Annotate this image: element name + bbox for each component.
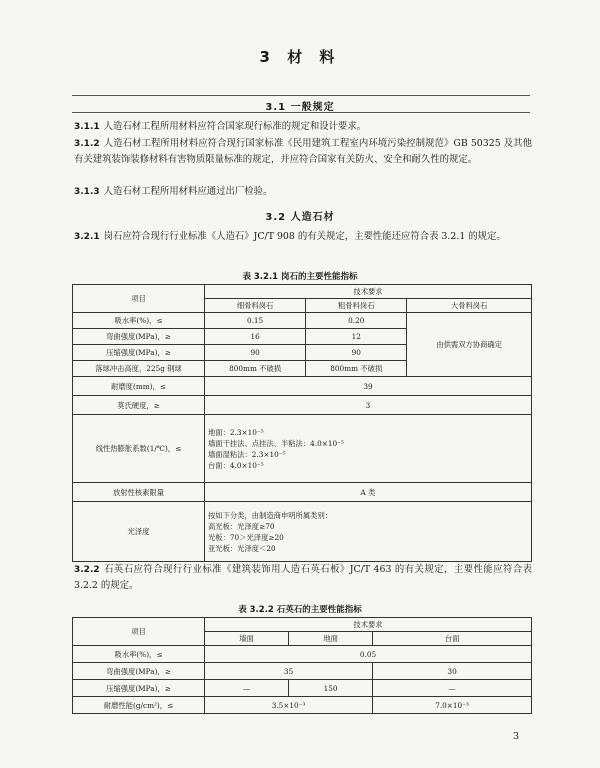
gloss-line: 高光板：光泽度≥70 (208, 521, 275, 531)
expansion-line: 墙面干挂法、点挂法、半粘法：4.0×10⁻⁵ (208, 438, 344, 448)
table-header-large: 大骨料岗石 (407, 299, 532, 313)
cell-floor: 150 (289, 680, 373, 697)
table-row (73, 377, 532, 396)
rule-bottom (72, 112, 530, 113)
table-header-tech-req: 技术要求 (205, 285, 532, 299)
expansion-line: 墙面湿粘法：2.3×10⁻⁵ (208, 449, 286, 459)
row-label: 落球冲击高度，225g 钢球 (73, 361, 205, 377)
cell-value: 3 (205, 396, 532, 415)
table-3-2-1 (72, 284, 532, 562)
expansion-line: 地面：2.3×10⁻⁵ (208, 427, 264, 437)
cell-gloss-list (205, 502, 532, 562)
expansion-line: 台面：4.0×10⁻⁵ (208, 460, 264, 470)
cell-fine: 0.15 (205, 313, 306, 329)
cell-counter: 7.0×10⁻³ (373, 697, 532, 714)
row-label: 压缩强度(MPa)，≥ (73, 680, 205, 697)
table-3-2-2 (72, 617, 532, 714)
row-label: 光泽度 (73, 502, 205, 562)
cell-fine: 800mm 不破损 (205, 361, 306, 377)
row-label: 压缩强度(MPa)，≥ (73, 345, 205, 361)
clause-number: 3.1.2 (74, 139, 100, 149)
rule-top (72, 95, 530, 96)
row-label: 吸水率(%)，≤ (73, 646, 205, 663)
table-header-wall: 墙面 (205, 632, 289, 646)
clause-text: 岗石应符合现行行业标准《人造石》JC/T 908 的有关规定，主要性能还应符合表 3.2.1 的规定。 (103, 231, 506, 242)
row-label: 耐磨性能(g/cm²)，≤ (73, 697, 205, 714)
cell-value: 39 (205, 377, 532, 396)
table-3-2-2-caption: 表 3.2.2 石英石的主要性能指标 (238, 605, 362, 615)
cell-expansion-list (205, 415, 532, 483)
table-row (73, 502, 532, 562)
table-header-fine: 细骨料岗石 (205, 299, 306, 313)
clause-text: 人造石材工程所用材料应符合现行国家标准《民用建筑工程室内环境污染控制规范》GB 50325 及其他有关建筑装饰装修材料有害物质限量标准的规定，并应符合国家有关防火、安全和耐久性的规定。 (74, 138, 532, 165)
section-3-2-heading: 3.2 人造石材 (265, 212, 335, 223)
cell-wall: — (205, 680, 289, 697)
table-row (73, 396, 532, 415)
cell-wall-floor: 3.5×10⁻³ (205, 697, 373, 714)
table-header-coarse: 粗骨料岗石 (306, 299, 407, 313)
clause-text: 石英石应符合现行行业标准《建筑装饰用人造石英石板》JC/T 463 的有关规定，主要性能应符合表 3.2.2 的规定。 (74, 564, 532, 591)
clause-number: 3.2.2 (74, 565, 100, 575)
gloss-line: 光板：70＞光泽度≥20 (208, 532, 284, 542)
cell-fine: 16 (205, 329, 306, 345)
row-label: 弯曲强度(MPa)，≥ (73, 663, 205, 680)
clause-number: 3.1.3 (74, 187, 100, 197)
gloss-line: 亚光板：光泽度＜20 (208, 543, 276, 553)
clause-text: 人造石材工程所用材料应通过出厂检验。 (103, 186, 273, 197)
cell-coarse: 0.20 (306, 313, 407, 329)
cell-coarse: 90 (306, 345, 407, 361)
cell-large-note: 由供需双方协商确定 (407, 313, 532, 377)
chapter-title: 3 材 料 (259, 48, 341, 66)
cell-fine: 90 (205, 345, 306, 361)
cell-coarse: 12 (306, 329, 407, 345)
table-header-floor: 地面 (289, 632, 373, 646)
table-row (73, 680, 532, 697)
clause-3-1-2 (74, 136, 532, 167)
table-3-2-1-caption: 表 3.2.1 岗石的主要性能指标 (242, 272, 358, 282)
section-3-1-heading: 3.1 一般规定 (265, 102, 335, 113)
clause-3-2-2 (74, 562, 532, 593)
row-label: 吸水率(%)，≤ (73, 313, 205, 329)
table-row (73, 313, 532, 329)
table-row (73, 415, 532, 483)
table-row (73, 483, 532, 502)
table-header-tech-req: 技术要求 (205, 618, 532, 632)
clause-3-2-1 (74, 229, 532, 245)
clause-text: 人造石材工程所用材料应符合国家现行标准的规定和设计要求。 (103, 121, 367, 132)
table-row (73, 697, 532, 714)
table-header-counter: 台面 (373, 632, 532, 646)
cell-counter: 30 (373, 663, 532, 680)
row-label: 弯曲强度(MPa)，≥ (73, 329, 205, 345)
cell-counter: — (373, 680, 532, 697)
cell-wall-floor: 35 (205, 663, 373, 680)
row-label: 放射性核素限量 (73, 483, 205, 502)
gloss-line: 按如下分类，由制造商申明所属类别： (208, 510, 333, 520)
page-number: 3 (513, 731, 520, 742)
clause-number: 3.1.1 (74, 122, 100, 132)
table-header-item: 项目 (73, 285, 205, 313)
clause-3-1-3 (74, 184, 532, 200)
row-label: 线性热膨胀系数(1/℃)，≤ (73, 415, 205, 483)
table-row (73, 646, 532, 663)
table-header-item: 项目 (73, 618, 205, 646)
cell-coarse: 800mm 不破损 (306, 361, 407, 377)
cell-value: 0.05 (205, 646, 532, 663)
clause-3-1-1 (74, 119, 532, 135)
row-label: 耐磨度(mm)，≤ (73, 377, 205, 396)
cell-value: A 类 (205, 483, 532, 502)
row-label: 莫氏硬度，≥ (73, 396, 205, 415)
clause-number: 3.2.1 (74, 232, 100, 242)
table-row (73, 663, 532, 680)
